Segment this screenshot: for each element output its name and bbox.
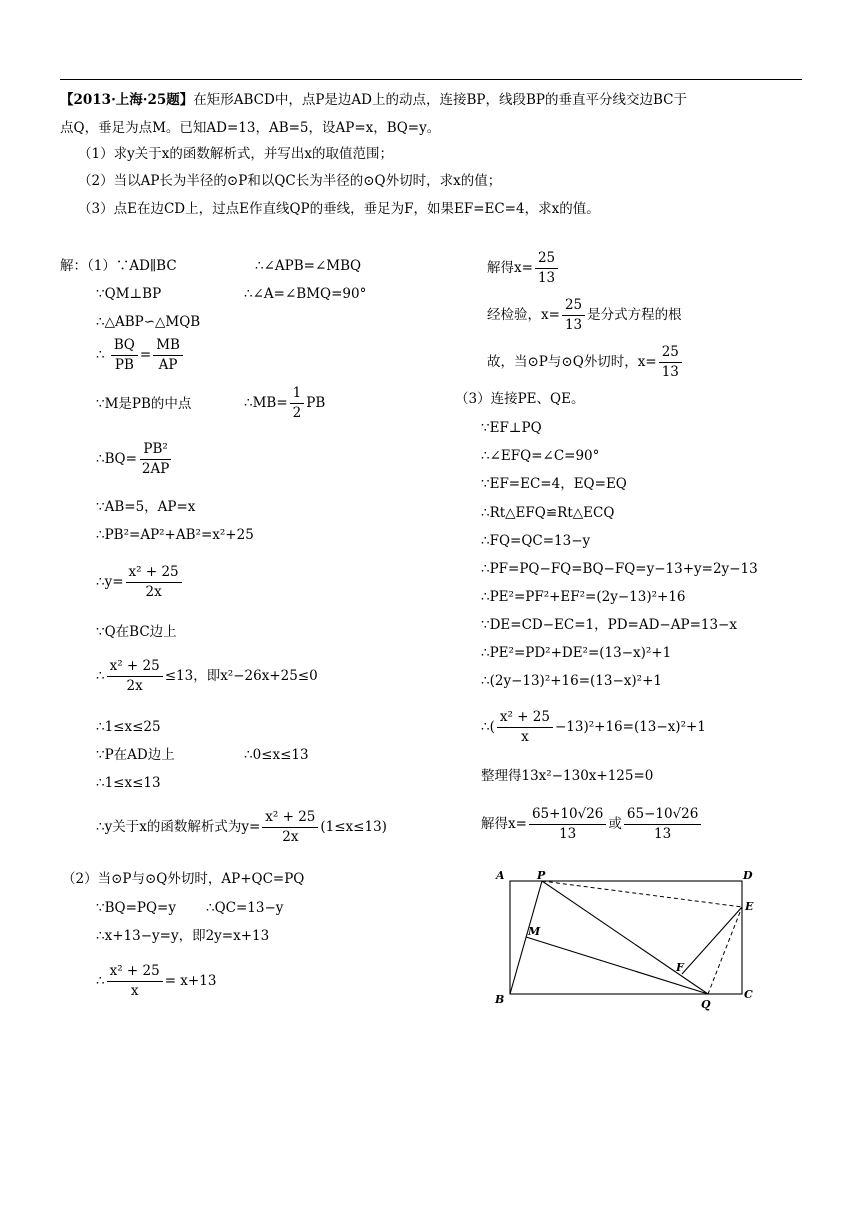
part3-line: ∵EF⊥PQ (481, 420, 542, 436)
label-d: D (743, 869, 753, 882)
sol-line: ∵M是PB的中点 (96, 396, 192, 412)
sol-ineq: ∴ $\frac{\text{x² + 25}}{2x}$ ≤13，即x²−26x+25≤0 (96, 658, 318, 694)
part3-line: （3）连接PE、QE。 (455, 391, 585, 407)
sol-line: ∴0≤x≤13 (244, 747, 309, 763)
label-e: E (745, 900, 754, 913)
label-q: Q (701, 998, 711, 1011)
sol-y-expr: ∴y= $\frac{\text{x² + 25}}{2x}$ (96, 563, 184, 602)
sol-line: ∴∠APB=∠MBQ (255, 258, 362, 274)
part2-answer: 故，当⊙P与⊙Q外切时，x= $\frac{25}{13}$ (487, 343, 684, 382)
question-3: （3）点E在边CD上，过点E作直线QP的垂线，垂足为F，如果EF=EC=4，求x的值。 (78, 201, 600, 217)
part3-line: ∴(2y−13)²+16=(13−x)²+1 (481, 673, 662, 689)
sol-midpoint: ∴MB= $\frac{1}{2}$ PB (244, 385, 326, 421)
part2-solution: 解得x= $\frac{25}{13}$ (487, 249, 560, 288)
label-a: A (496, 869, 505, 882)
part3-line: ∴FQ=QC=13−y (481, 533, 591, 549)
geometry-diagram (490, 862, 760, 1012)
sol-line: ∵QM⊥BP (96, 286, 162, 302)
part3-line: 整理得13x²−130x+125=0 (481, 768, 654, 784)
part3-roots: 解得x= $\frac{65+10√26}{13}$ 或 $\frac{65-10√26}{13}$ (481, 805, 703, 844)
sol-function: ∴y关于x的函数解析式为y= $\frac{\text{x² + 25}}{2x}$ (1≤x≤13) (96, 809, 387, 845)
part2-check: 经检验，x= $\frac{25}{13}$ 是分式方程的根 (487, 297, 682, 333)
label-f: F (676, 961, 684, 974)
part3-line: ∵EF=EC=4，EQ=EQ (481, 476, 627, 492)
part3-line: ∴PF=PQ−FQ=BQ−FQ=y−13+y=2y−13 (481, 561, 758, 577)
sol-line: ∴1≤x≤13 (96, 775, 161, 791)
rectangle-abcd (510, 881, 742, 994)
segment-pq (542, 881, 708, 994)
segment-pe-dashed (542, 881, 742, 907)
sol-line: ∵AB=5，AP=x (96, 499, 196, 515)
problem-line-1: 【2013·上海·25题】在矩形ABCD中，点P是边AD上的动点，连接BP，线段BP的垂直平分线交边BC于 (60, 92, 688, 108)
label-m: M (528, 925, 541, 938)
label-p: P (537, 869, 546, 882)
part2-line: ∴QC=13−y (206, 900, 284, 916)
part2-line: ∴x+13−y=y，即2y=x+13 (96, 928, 270, 944)
header-rule (60, 79, 802, 80)
sol-line: ∴PB²=AP²+AB²=x²+25 (96, 527, 254, 543)
segment-qe-dashed (708, 907, 742, 994)
part2-line: ∵BQ=PQ=y (96, 900, 176, 916)
question-1: （1）求y关于x的函数解析式，并写出x的取值范围； (78, 146, 393, 162)
part3-line: ∴Rt△EFQ≌Rt△ECQ (481, 505, 615, 521)
sol-line: ∴△ABP∽△MQB (96, 314, 201, 330)
sol-line: ∴∠A=∠BMQ=90° (244, 286, 367, 302)
part3-line: ∴PE²=PD²+DE²=(13−x)²+1 (481, 645, 672, 661)
part3-line: ∴∠EFQ=∠C=90° (481, 448, 600, 464)
part3-equation: ∴( $\frac{\text{x² + 25}}{x}$ −13)²+16=(13−x)²+1 (481, 709, 706, 745)
sol-ratio: ∴ $\frac{BQ}{PB}$ = $\frac{MB}{AP}$ (96, 336, 185, 375)
question-2: （2）当以AP长为半径的⊙P和以QC长为半径的⊙Q外切时，求x的值； (78, 173, 502, 189)
part3-line: ∵DE=CD−EC=1，PD=AD−AP=13−x (481, 617, 737, 633)
problem-line-2: 点Q，垂足为点M。已知AD=13，AB=5，设AP=x，BQ=y。 (60, 120, 441, 136)
segment-fe (682, 907, 742, 974)
sol-line: ∵Q在BC边上 (96, 624, 177, 640)
part2-line: （2）当⊙P与⊙Q外切时，AP+QC=PQ (62, 871, 305, 887)
sol-bq: ∴BQ= $\frac{\text{PB²}}{2AP}$ (96, 441, 170, 477)
label-b: B (495, 993, 505, 1006)
problem-source: 【2013·上海·25题】 (60, 92, 194, 108)
part3-line: ∴PE²=PF²+EF²=(2y−13)²+16 (481, 589, 686, 605)
part2-equation: ∴ $\frac{\text{x² + 25}}{x}$ = x+13 (96, 963, 217, 999)
sol-line: 解：（1）∵AD∥BC (60, 258, 177, 274)
sol-line: ∵P在AD边上 (96, 747, 175, 763)
label-c: C (744, 988, 753, 1001)
sol-line: ∴1≤x≤25 (96, 719, 161, 735)
